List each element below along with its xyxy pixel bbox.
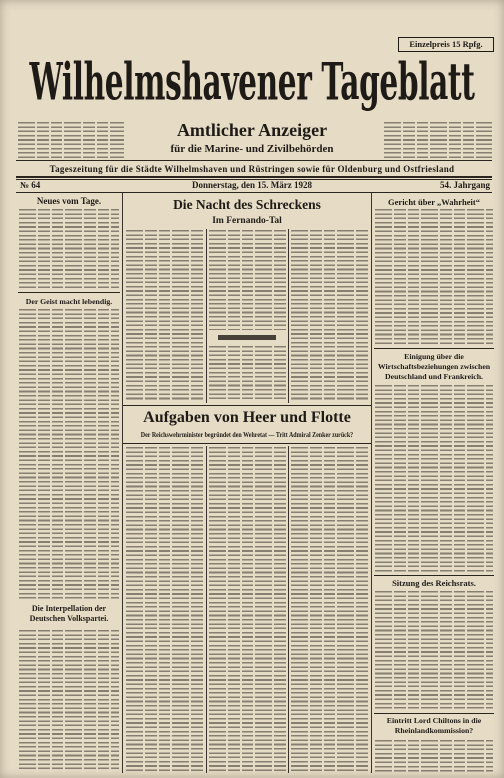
- second-article-column-3: [291, 447, 369, 772]
- section-rule: [18, 292, 120, 293]
- interpellation-heading: Die Interpellation der Deutschen Volkspartei.: [29, 604, 109, 623]
- lead-article-column-2: [209, 230, 286, 330]
- lead-article-column-rule: [206, 229, 207, 403]
- masthead-left-notice: [18, 122, 124, 158]
- news-of-the-day-text: [19, 209, 119, 289]
- second-article-subheadline-wrap: [124, 430, 370, 440]
- right-article-2-heading: Einigung über die Wirtschaftsbeziehungen zwischen Deutschland und Frankreich.: [377, 352, 491, 381]
- second-article-subheadline: Der Reichswehrminister begründet den Wehretat — Tritt Admiral Zenker zurück?: [140, 430, 354, 439]
- second-article-column-2: [209, 447, 286, 772]
- section-rule: [374, 713, 494, 714]
- right-article-3-heading: Sitzung des Reichsrats.: [392, 578, 476, 588]
- masthead-subtitle-2: für die Marine- und Zivilbehörden: [170, 143, 334, 155]
- right-article-1-text: [375, 209, 493, 345]
- essay-text: [19, 309, 119, 599]
- right-article-3-text: [375, 591, 493, 710]
- lead-article-column-1: [126, 230, 204, 402]
- article-subheadline-rule: [123, 443, 371, 444]
- section-rule: [374, 348, 494, 349]
- lead-article-box-heading: [218, 335, 276, 340]
- issue-volume: 54. Jahrgang: [439, 180, 490, 190]
- newspaper-title: Wilhelmshavener Tageblatt: [29, 50, 475, 112]
- right-article-1-heading: Gericht über „Wahrheit“: [388, 197, 480, 207]
- masthead-tagline: Tageszeitung für die Städte Wilhelmshaven und Rüstringen sowie für Oldenburg und Ostfriesland: [49, 164, 455, 174]
- column-rule-right: [371, 193, 372, 773]
- issue-number: № 64: [20, 180, 41, 190]
- masthead-right-notice: [384, 122, 492, 158]
- price-box: Einzelpreis 15 Rpfg.: [398, 37, 494, 52]
- lead-article-column-rule: [288, 229, 289, 403]
- lead-article-headline: Die Nacht des Schreckens: [173, 197, 321, 212]
- right-article-2-text: [375, 385, 493, 572]
- dateline-rule: [16, 192, 492, 193]
- interpellation-text: [19, 630, 119, 772]
- column-rule-left: [122, 193, 123, 773]
- second-article-column-1: [126, 447, 204, 772]
- lead-article-column-3: [291, 230, 369, 402]
- second-article-column-rule: [288, 446, 289, 773]
- section-rule: [374, 575, 494, 576]
- masthead-subtitle: Amtlicher Anzeiger: [176, 120, 328, 140]
- lead-article-subheadline: Im Fernando-Tal: [212, 216, 282, 226]
- right-article-4-heading: Eintritt Lord Chiltons in die Rheinlandkommission?: [386, 716, 482, 735]
- right-article-4-text: [375, 740, 493, 772]
- second-article-column-rule: [206, 446, 207, 773]
- masthead: [0, 52, 504, 112]
- issue-date: Donnerstag, den 15. März 1928: [192, 180, 312, 190]
- second-article-headline: Aufgaben von Heer und Flotte: [143, 409, 351, 426]
- masthead-rule: [16, 160, 492, 161]
- essay-heading: Der Geist macht lebendig.: [25, 297, 113, 306]
- news-of-the-day-heading: Neues vom Tage.: [36, 196, 102, 206]
- article-separator: [123, 405, 371, 406]
- lead-article-column-2-box: [209, 346, 286, 402]
